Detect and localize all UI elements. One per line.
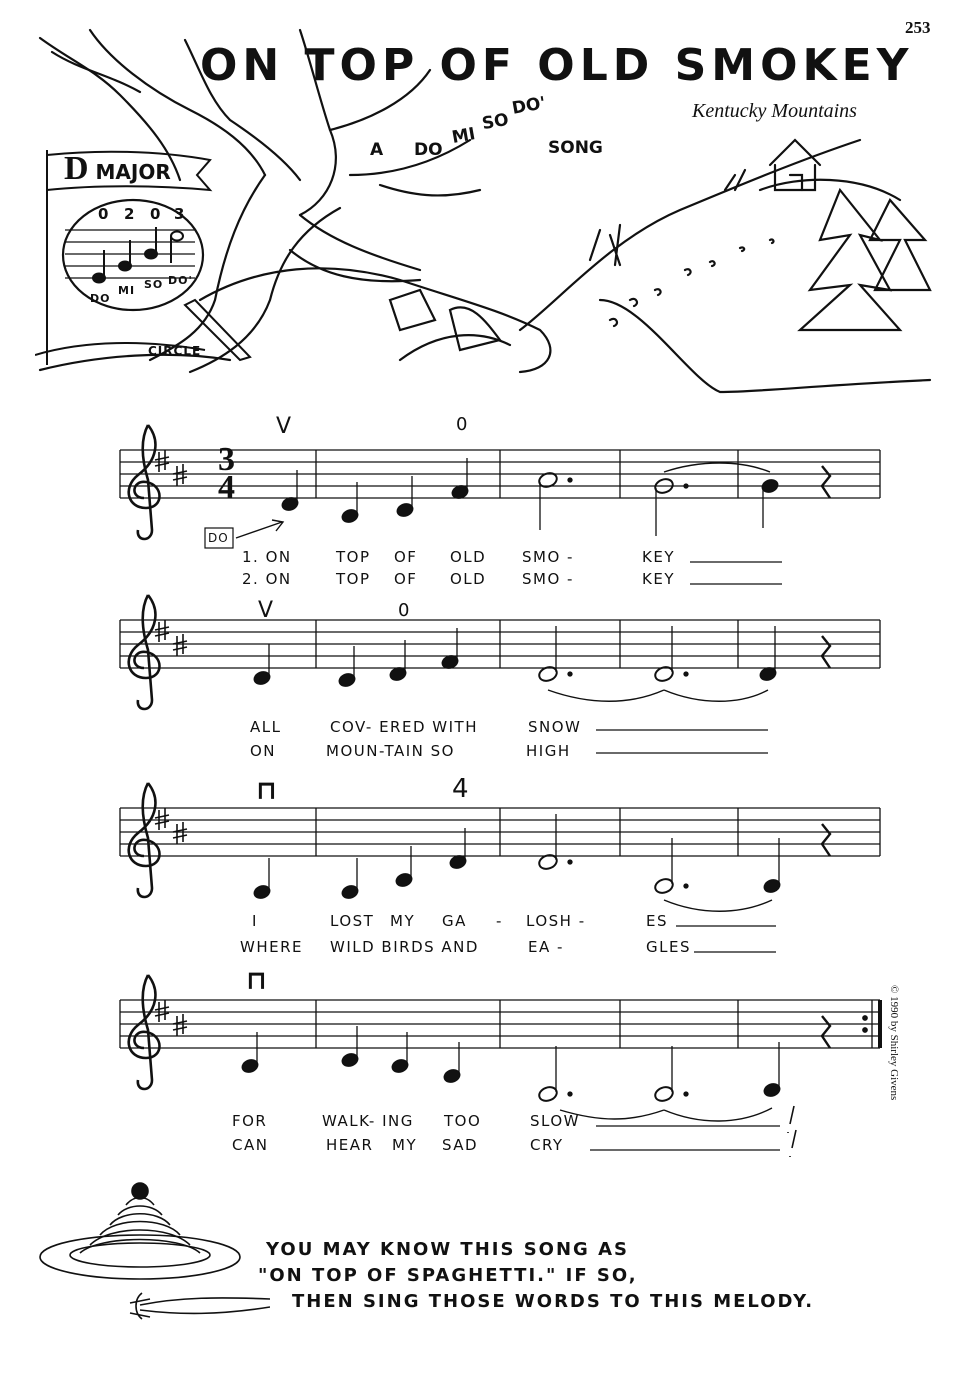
lyric-v1: GA (442, 912, 467, 930)
solfege-so: SO (144, 278, 164, 291)
lyric-v2: EA - (528, 938, 564, 956)
bowing-mark-up: V (276, 414, 292, 439)
circle-label: CIRCLE (148, 344, 202, 358)
lyric-v1: COV- ERED WITH (330, 718, 478, 736)
lyric-v1: 1. ON (242, 548, 292, 566)
lyric-v2: MOUN-TAIN SO (326, 742, 455, 760)
key-label (64, 150, 171, 188)
lyric-v1: SNOW (528, 718, 582, 736)
song-label-do: DO (414, 140, 443, 160)
lyric-v1: ES (646, 912, 668, 930)
song-title: ON TOP OF OLD SMOKEY (200, 40, 914, 91)
lyric-v1: FOR (232, 1112, 268, 1130)
start-note-label: DO (208, 531, 229, 545)
solfege-do-high: DO' (168, 274, 193, 287)
time-signature-bottom: 4 (218, 469, 235, 506)
lyric-v1: WALK- ING (322, 1112, 414, 1130)
lyric-v1: LOST (330, 912, 375, 930)
lyric-v1: TOP (336, 548, 371, 566)
bowing-mark-down: ⊓ (246, 966, 267, 996)
song-origin: Kentucky Mountains (692, 100, 857, 122)
time-signature-top: 3 (218, 441, 235, 478)
bowing-mark-up: V (258, 598, 274, 623)
fingering-mark: 0 (456, 414, 468, 435)
lyric-v2: WHERE (240, 938, 303, 956)
lyric-v1: SMO - (522, 548, 574, 566)
lyric-v2: SAD (442, 1136, 479, 1154)
lyric-v2: ON (250, 742, 277, 760)
spaghetti-plate-illustration (30, 1175, 270, 1335)
song-label-song: SONG (548, 138, 603, 158)
music-notation (0, 400, 965, 1160)
fingering-2: 2 (124, 205, 136, 223)
copyright-notice: © 1990 by Shirley Givens (888, 985, 900, 1101)
lyric-v2: TOP (336, 570, 371, 588)
lyric-v2: WILD BIRDS AND (330, 938, 479, 956)
fingering-mark: 4 (452, 774, 469, 804)
lyric-v2: HIGH (526, 742, 571, 760)
fingering-mark: 0 (398, 600, 410, 621)
song-label-so: SO (480, 109, 511, 135)
lyric-v1: SLOW (530, 1112, 580, 1130)
fingering-1: 0 (98, 205, 110, 223)
lyric-v2: OLD (450, 570, 487, 588)
bowing-mark-down: ⊓ (256, 776, 277, 806)
song-label-do-high: DO' (510, 93, 548, 119)
lyric-v1: TOO (444, 1112, 482, 1130)
lyric-v1: - (496, 912, 503, 930)
lyric-v2: CRY (530, 1136, 564, 1154)
lyric-v1: MY (390, 912, 416, 930)
bottom-note (258, 1237, 814, 1315)
lyric-v2: CAN (232, 1136, 269, 1154)
bottom-note-line-2: "ON TOP OF SPAGHETTI." IF SO, (258, 1265, 638, 1286)
key-letter: D (64, 150, 89, 187)
fingering-3: 0 (150, 205, 162, 223)
lyric-v2: MY (392, 1136, 418, 1154)
lyric-v1: OF (394, 548, 418, 566)
lyric-v1: I (252, 912, 258, 930)
song-label-mi: MI (450, 124, 477, 148)
key-word: MAJOR (95, 160, 171, 184)
lyric-v2: KEY (642, 570, 675, 588)
lyric-v2: SMO - (522, 570, 574, 588)
lyric-v1: KEY (642, 548, 675, 566)
lyric-v1: ALL (250, 718, 282, 736)
lyric-v2: HEAR (326, 1136, 374, 1154)
lyric-v2: GLES (646, 938, 691, 956)
lyric-v2: 2. ON (242, 570, 292, 588)
lyric-v1: OLD (450, 548, 487, 566)
song-label-a: A (370, 140, 384, 160)
bottom-note-line-3: THEN SING THOSE WORDS TO THIS MELODY. (292, 1291, 815, 1312)
bottom-note-line-1: YOU MAY KNOW THIS SONG AS (266, 1239, 629, 1260)
page-number: 253 (905, 18, 931, 37)
staff-system-2 (120, 595, 880, 753)
fingering-4: 3 (174, 205, 186, 223)
solfege-mi: MI (118, 284, 136, 297)
lyric-v1: LOSH - (526, 912, 586, 930)
lyric-v2: OF (394, 570, 418, 588)
solfege-do: DO (90, 292, 111, 305)
